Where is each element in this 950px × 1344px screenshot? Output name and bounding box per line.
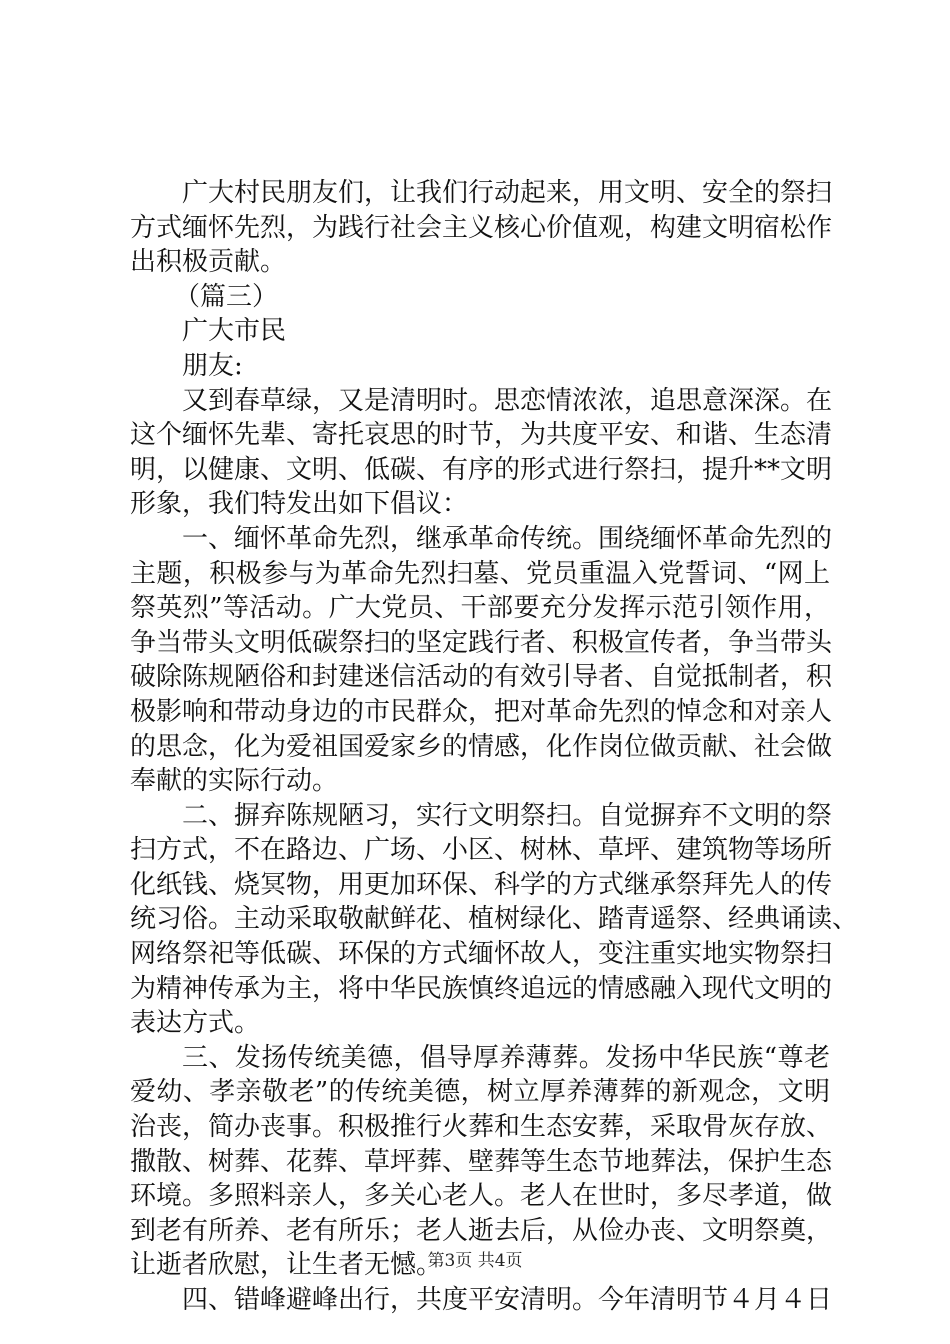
text-line: 广大市民 xyxy=(182,316,287,347)
text-line: 四、错峰避峰出行，共度平安清明。今年清明节４月４日 xyxy=(182,1285,833,1315)
text-line: 网络祭祀等低碳、环保的方式缅怀故人，变注重实地实物祭扫 xyxy=(130,939,833,970)
text-line: 朋友: xyxy=(182,350,243,381)
text-line: 爱幼、孝亲敬老”的传统美德，树立厚养薄葬的新观念，文明 xyxy=(130,1077,830,1108)
text-line: 让逝者欣慰，让生者无憾。 xyxy=(130,1250,443,1281)
text-line: 化纸钱、烧冥物，用更加环保、科学的方式继承祭拜先人的传 xyxy=(130,869,833,900)
text-line: 二、摒弃陈规陋习，实行文明祭扫。自觉摒弃不文明的祭 xyxy=(182,800,833,831)
text-line: 明，以健康、文明、低碳、有序的形式进行祭扫，提升**文明 xyxy=(130,454,833,485)
text-line: 极影响和带动身边的市民群众，把对革命先烈的悼念和对亲人 xyxy=(130,696,833,727)
text-line: 争当带头文明低碳祭扫的坚定践行者、积极宣传者，争当带头 xyxy=(130,627,833,658)
text-line: 到老有所养、老有所乐；老人逝去后，从俭办丧、文明祭奠， xyxy=(130,1215,833,1246)
text-line: （篇三） xyxy=(174,281,279,312)
text-line: 又到春草绿，又是清明时。思恋情浓浓，追思意深深。在 xyxy=(182,385,833,416)
text-line: 主题，积极参与为革命先烈扫墓、党员重温入党誓词、“网上 xyxy=(130,558,830,589)
page-number-footer: 第3页 共4页 xyxy=(427,1251,523,1271)
text-line: 出积极贡献。 xyxy=(130,247,287,278)
document-body xyxy=(130,176,859,1318)
text-line: 统习俗。主动采取敬献鲜花、植树绿化、踏青遥祭、经典诵读、 xyxy=(130,904,859,935)
text-line: 祭英烈”等活动。广大党员、干部要充分发挥示范引领作用， xyxy=(130,593,830,624)
text-line: 方式缅怀先烈，为践行社会主义核心价值观，构建文明宿松作 xyxy=(130,212,833,243)
text-line: 一、缅怀革命先烈，继承革命传统。围绕缅怀革命先烈的 xyxy=(182,523,833,554)
text-line: 的思念，化为爱祖国爱家乡的情感，化作岗位做贡献、社会做 xyxy=(130,731,833,762)
text-line: 广大村民朋友们，让我们行动起来，用文明、安全的祭扫 xyxy=(182,178,833,208)
text-line: 形象，我们特发出如下倡议： xyxy=(130,489,469,520)
text-line: 三、发扬传统美德，倡导厚养薄葬。发扬中华民族“尊老 xyxy=(182,1042,830,1073)
text-line: 治丧，简办丧事。积极推行火葬和生态安葬，采取骨灰存放、 xyxy=(130,1112,833,1143)
text-line: 破除陈规陋俗和封建迷信活动的有效引导者、自觉抵制者，积 xyxy=(130,662,833,693)
text-line: 环境。多照料亲人，多关心老人。老人在世时，多尽孝道，做 xyxy=(130,1181,833,1212)
text-line: 为精神传承为主，将中华民族慎终追远的情感融入现代文明的 xyxy=(130,973,833,1004)
text-line: 这个缅怀先辈、寄托哀思的时节，为共度平安、和谐、生态清 xyxy=(130,420,833,451)
text-line: 撒散、树葬、花葬、草坪葬、壁葬等生态节地葬法，保护生态 xyxy=(130,1146,833,1177)
text-line: 奉献的实际行动。 xyxy=(130,766,339,797)
text-line: 表达方式。 xyxy=(130,1008,261,1039)
text-line: 扫方式，不在路边、广场、小区、树林、草坪、建筑物等场所 xyxy=(130,835,833,866)
